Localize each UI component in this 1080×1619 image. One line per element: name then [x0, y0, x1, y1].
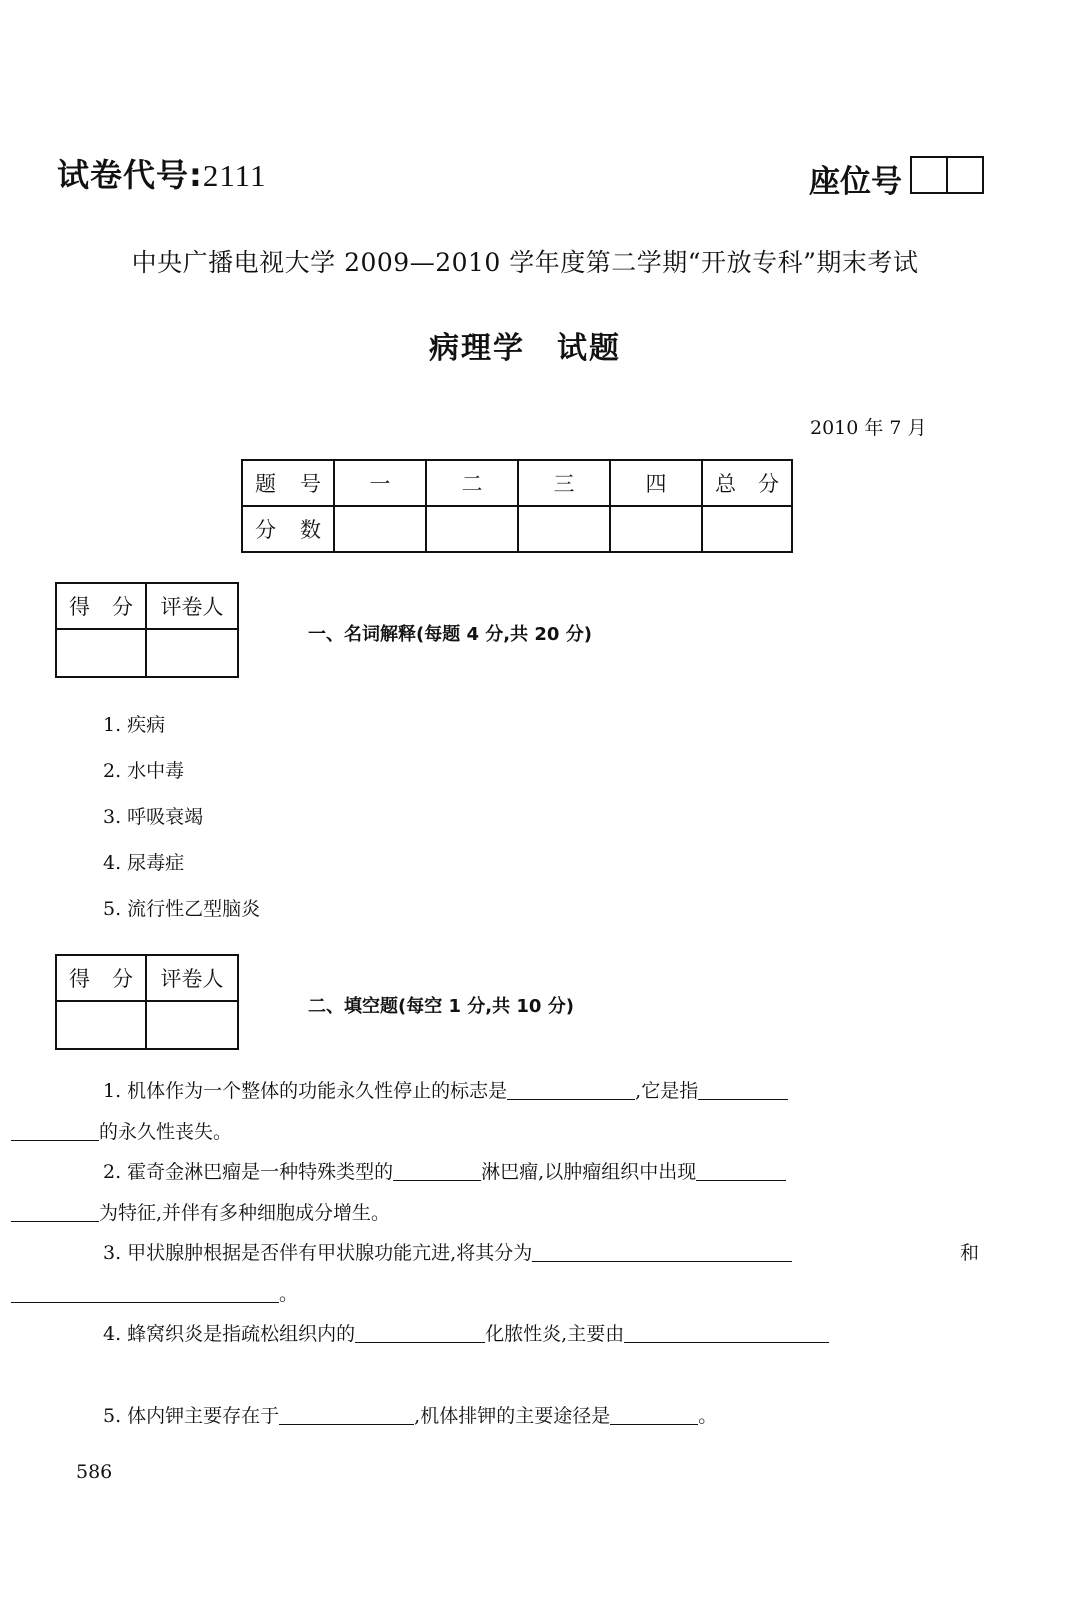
question-text: 4. 蜂窝织炎是指疏松组织内的 [103, 1323, 356, 1345]
term-item: 1. 疾病 [103, 714, 166, 736]
score-table [241, 459, 793, 553]
grader-score-label: 得分 [56, 955, 146, 1001]
score-cell [702, 506, 792, 552]
seat-number-label: 座位号 [809, 164, 902, 200]
section1-title: 一、名词解释(每题 4 分,共 20 分) [308, 624, 592, 645]
score-cell [518, 506, 610, 552]
grader-name-cell [146, 1001, 238, 1049]
score-table-row1-header: 题号 [242, 460, 334, 506]
paper-code-value: 2111 [202, 158, 267, 193]
score-cell [334, 506, 426, 552]
score-table-score-row [242, 506, 792, 552]
question-text: ,机体排钾的主要途径是 [414, 1405, 611, 1427]
question-text: 和 [959, 1242, 979, 1264]
answer-blank[interactable] [11, 1283, 279, 1303]
fill-question-1 [57, 1071, 979, 1153]
exam-date: 2010 年 7 月 [810, 417, 927, 439]
score-table-col: 三 [518, 460, 610, 506]
score-cell [426, 506, 518, 552]
paper-code-label: 试卷代号: [57, 156, 203, 194]
question-text: 3. 甲状腺肿根据是否伴有甲状腺功能亢进,将其分为 [103, 1242, 533, 1264]
page-number: 586 [76, 1461, 113, 1483]
answer-blank[interactable] [696, 1161, 786, 1181]
seat-number-boxes [910, 156, 984, 194]
grader-name-label: 评卷人 [146, 955, 238, 1001]
answer-blank[interactable] [624, 1323, 829, 1343]
score-table-col: 总分 [702, 460, 792, 506]
paper-code [57, 150, 267, 196]
fill-question-5 [57, 1396, 979, 1437]
answer-blank[interactable] [355, 1323, 485, 1343]
grader-name-cell [146, 629, 238, 677]
grader-score-cell [56, 1001, 146, 1049]
answer-blank[interactable] [11, 1121, 99, 1141]
score-table-col: 一 [334, 460, 426, 506]
exam-title: 病理学 试题 [429, 331, 621, 366]
grader-score-label: 得分 [56, 583, 146, 629]
answer-blank[interactable] [610, 1405, 698, 1425]
score-table-row2-header: 分数 [242, 506, 334, 552]
question-text: 化脓性炎,主要由 [485, 1323, 625, 1345]
answer-blank[interactable] [698, 1080, 788, 1100]
question-text: 的永久性丧失。 [99, 1121, 233, 1143]
seat-box [946, 158, 982, 192]
grader-box-section1 [55, 582, 239, 678]
exam-subtitle: 中央广播电视大学 2009—2010 学年度第二学期“开放专科”期末考试 [131, 248, 919, 277]
fill-question-4 [57, 1314, 979, 1355]
question-text: 5. 体内钾主要存在于 [103, 1405, 280, 1427]
question-text: ,它是指 [635, 1080, 699, 1102]
answer-blank[interactable] [279, 1405, 414, 1425]
answer-blank[interactable] [507, 1080, 635, 1100]
grader-name-label: 评卷人 [146, 583, 238, 629]
term-item: 2. 水中毒 [103, 760, 185, 782]
answer-blank[interactable] [532, 1242, 792, 1262]
seat-box [912, 158, 946, 192]
question-text: 为特征,并伴有多种细胞成分增生。 [99, 1202, 391, 1224]
score-table-header-row [242, 460, 792, 506]
fill-question-2 [57, 1152, 979, 1234]
score-cell [610, 506, 702, 552]
score-table-col: 四 [610, 460, 702, 506]
question-text: 2. 霍奇金淋巴瘤是一种特殊类型的 [103, 1161, 394, 1183]
score-table-col: 二 [426, 460, 518, 506]
answer-blank[interactable] [393, 1161, 481, 1181]
question-text: 。 [279, 1283, 299, 1305]
term-item: 5. 流行性乙型脑炎 [103, 898, 261, 920]
term-item: 3. 呼吸衰竭 [103, 806, 204, 828]
section2-title: 二、填空题(每空 1 分,共 10 分) [308, 996, 574, 1017]
question-text: 淋巴瘤,以肿瘤组织中出现 [481, 1161, 697, 1183]
fill-question-3 [57, 1233, 979, 1315]
answer-blank[interactable] [11, 1202, 99, 1222]
grader-score-cell [56, 629, 146, 677]
term-item: 4. 尿毒症 [103, 852, 185, 874]
question-text: 1. 机体作为一个整体的功能永久性停止的标志是 [103, 1080, 508, 1102]
question-text: 。 [698, 1405, 718, 1427]
grader-box-section2 [55, 954, 239, 1050]
